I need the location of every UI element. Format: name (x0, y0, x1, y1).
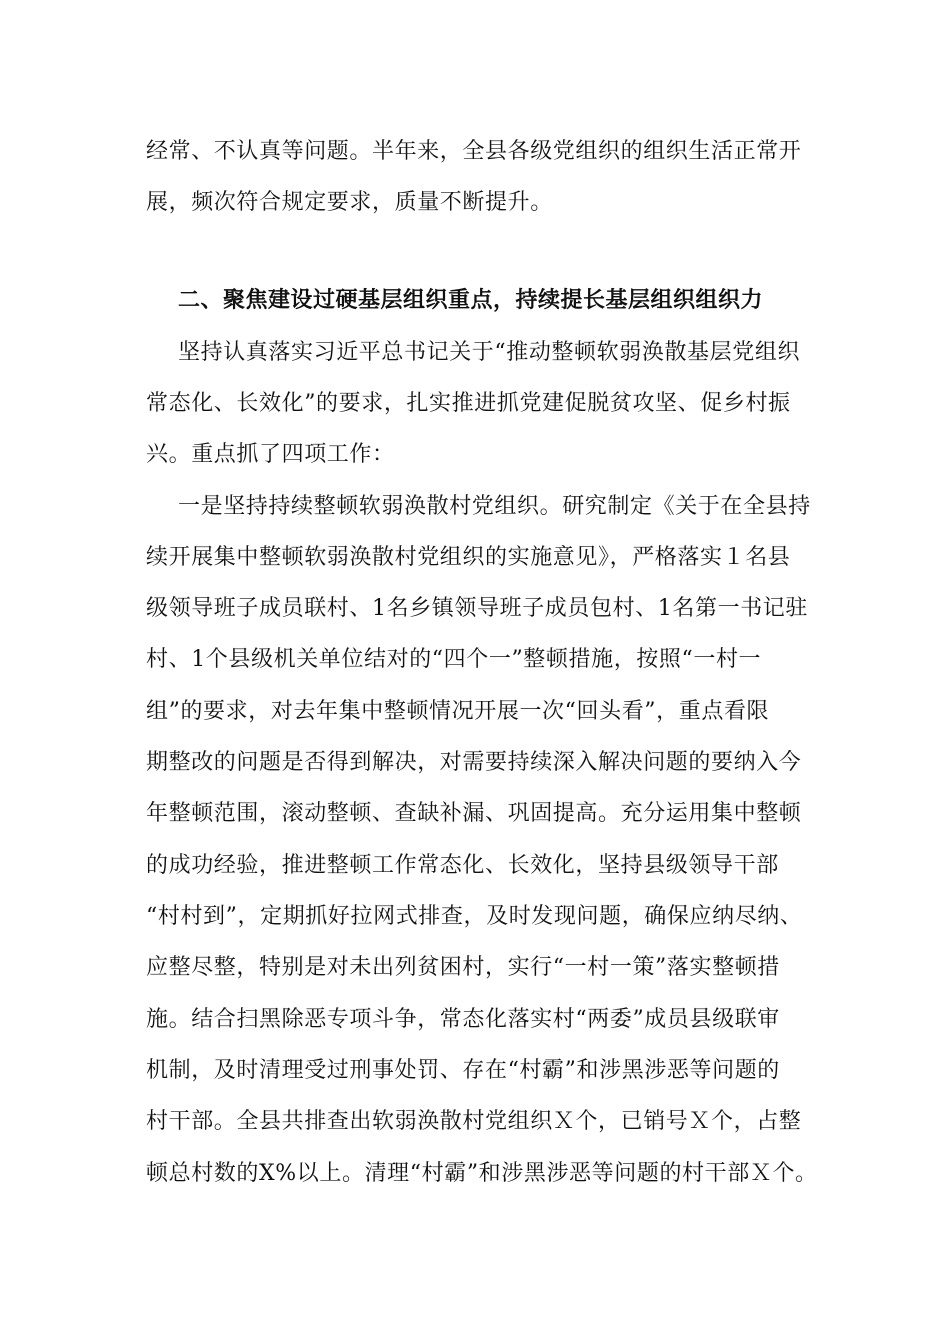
paragraph-line: 常态化、长效化”的要求，扎实推进抓党建促脱贫攻坚、促乡村振 (146, 391, 791, 416)
paragraph-line: 村干部。全县共排查出软弱涣散村党组织Ｘ个，已销号Ｘ个，占整 (146, 1109, 802, 1134)
paragraph-line: 机制，及时清理受过刑事处罚、存在“村霸”和涉黑涉恶等问题的 (146, 1058, 780, 1083)
paragraph-line: 顿总村数的X%以上。清理“村霸”和涉黑涉恶等问题的村干部Ｘ个。 (146, 1161, 818, 1186)
paragraph-line: 村、1个县级机关单位结对的“四个一”整顿措施，按照“一村一 (146, 647, 762, 672)
paragraph-line: 兴。重点抓了四项工作： (146, 442, 395, 467)
paragraph-line: 组”的要求，对去年集中整顿情况开展一次“回头看”，重点看限 (146, 699, 770, 724)
paragraph-line: 应整尽整，特别是对未出列贫困村，实行“一村一策”落实整顿措 (146, 955, 780, 980)
paragraph-line: 的成功经验，推进整顿工作常态化、长效化，坚持县级领导干部 (146, 853, 779, 878)
paragraph-line: 展，频次符合规定要求，质量不断提升。 (146, 190, 553, 215)
paragraph-line: 续开展集中整顿软弱涣散村党组织的实施意见》，严格落实１名县 (146, 545, 791, 570)
paragraph-line: 经常、不认真等问题。半年来，全县各级党组织的组织生活正常开 (146, 139, 802, 164)
paragraph-line: 级领导班子成员联村、1名乡镇领导班子成员包村、1名第一书记驻 (146, 596, 808, 621)
paragraph-line: 施。结合扫黑除恶专项斗争，常态化落实村“两委”成员县级联审 (146, 1007, 780, 1032)
paragraph-line: 年整顿范围，滚动整顿、查缺补漏、巩固提高。充分运用集中整顿 (146, 801, 802, 826)
paragraph-line: 期整改的问题是否得到解决，对需要持续深入解决问题的要纳入今 (146, 750, 802, 775)
paragraph-line: 一是坚持持续整顿软弱涣散村党组织。研究制定《关于在全县持 (178, 494, 811, 519)
paragraph-line: 坚持认真落实习近平总书记关于“推动整顿软弱涣散基层党组织 (178, 340, 801, 365)
paragraph-line: “村村到”，定期抓好拉网式排查，及时发现问题，确保应纳尽纳、 (146, 904, 803, 929)
section-heading: 二、聚焦建设过硬基层组织重点，持续提长基层组织组织力 (178, 288, 764, 313)
